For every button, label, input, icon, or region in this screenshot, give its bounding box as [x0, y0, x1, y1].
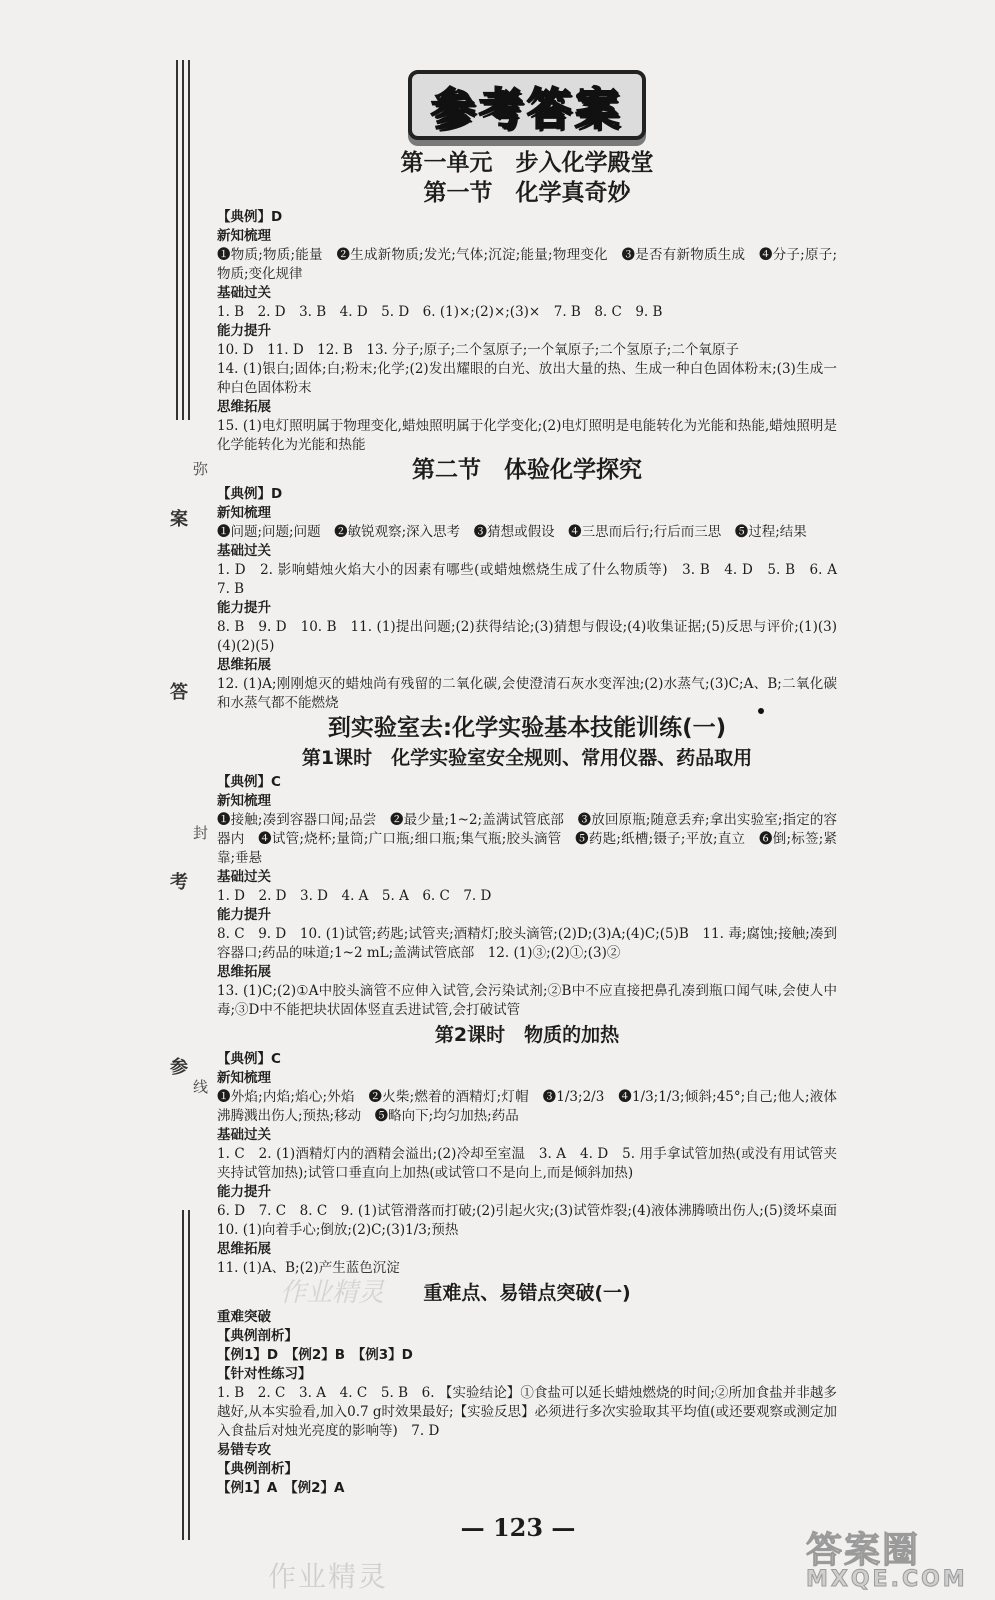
faint-watermark: 作业精灵 — [280, 1278, 385, 1308]
answer-label: 能力提升 — [217, 907, 271, 923]
answer-text: ❶接触;凑到容器口闻;品尝 ❷最少量;1~2;盖满试管底部 ❸放回原瓶;随意丢弃;拿出实验室;指定的容器内 ❹试管;烧杯;量筒;广口瓶;细口瓶;集气瓶;胶头滴管 ❺药匙;纸槽;镊子;平放;直立 ❻倒;标签;紧靠;垂悬 — [217, 812, 837, 866]
answer-label: 新知梳理 — [217, 505, 271, 521]
answer-label: 能力提升 — [217, 323, 271, 339]
answer-label: 基础过关 — [217, 1127, 271, 1143]
answer-label: 思维拓展 — [217, 1241, 271, 1257]
answer-text: 15. (1)电灯照明属于物理变化,蜡烛照明属于化学变化;(2)电灯照明是电能转化为光能和热能,蜡烛照明是化学能转化为光能和热能 — [217, 418, 837, 453]
handwriting-watermark: 作业精灵 — [268, 1560, 389, 1593]
answer-label: 新知梳理 — [217, 793, 271, 809]
binding-rule-3 — [188, 60, 190, 420]
answer-text: 11. (1)A、B;(2)产生蓝色沉淀 — [217, 1260, 400, 1276]
bullet-dot — [758, 708, 764, 714]
margin-char-3: 答 — [170, 682, 188, 703]
margin-char-1: 弥 — [193, 460, 209, 478]
answer-text: 1. B 2. C 3. A 4. C 5. B 6. 【实验结论】①食盐可以延长蜡烛燃烧的时间;②所加食盐并非越多越好,从本实验看,加入0.7 g时效果最好;【实验反思】必须进行多次实验取其平均值(或还要观察或测定加入食盐后对烛光亮度的影响等) 7. D — [217, 1385, 837, 1439]
answer-text: 13. (1)C;(2)①A中胶头滴管不应伸入试管,会污染试剂;②B中不应直接把鼻孔凑到瓶口闻气味,会使人中毒;③D中不能把块状固体竖直丢进试管,会打破试管 — [217, 983, 837, 1018]
margin-char-7: 线 — [193, 1078, 209, 1096]
answer-label: 新知梳理 — [217, 228, 271, 244]
section-heading: 第一节 化学真奇妙 — [423, 180, 631, 206]
logo-text: 答案圈 — [806, 1530, 921, 1571]
binding-rule-4 — [182, 1210, 184, 1540]
answer-text: 1. D 2. 影响蜡烛火焰大小的因素有哪些(或蜡烛燃烧生成了什么物质等) 3. B 4. D 5. B 6. A 7. B — [217, 562, 851, 597]
answer-label: 【典例】C — [217, 774, 281, 790]
subsection-heading: 第1课时 化学实验室安全规则、常用仪器、药品取用 — [301, 747, 753, 769]
answer-label: 【典例】C — [217, 1051, 281, 1067]
answer-banner: 参考答案 — [408, 70, 646, 140]
margin-char-2: 案 — [170, 509, 188, 530]
binding-rule-2 — [182, 60, 184, 420]
answer-label: 思维拓展 — [217, 657, 271, 673]
answer-label: 【例1】D 【例2】B 【例3】D — [217, 1347, 413, 1363]
answer-label: 【例1】A 【例2】A — [217, 1480, 345, 1496]
answer-text: 1. C 2. (1)酒精灯内的酒精会溢出;(2)冷却至室温 3. A 4. D 5. 用手拿试管加热(或没有用试管夹夹持试管加热);试管口垂直向上加热(或试管口不是向上,而是倾斜加热) — [217, 1146, 837, 1181]
answer-text: 6. D 7. C 8. C 9. (1)试管滑落而打破;(2)引起火灾;(3)试管炸裂;(4)液体沸腾喷出伤人;(5)烫坏桌面 10. (1)向着手心;倒放;(2)C;(3)1/3;预热 — [217, 1203, 851, 1238]
answer-text: ❶物质;物质;能量 ❷生成新物质;发光;气体;沉淀;能量;物理变化 ❸是否有新物质生成 ❹分子;原子;物质;变化规律 — [217, 247, 837, 282]
answer-label: 能力提升 — [217, 1184, 271, 1200]
answer-label: 易错专攻 — [217, 1442, 271, 1458]
margin-char-4: 封 — [193, 824, 209, 842]
answer-text: 12. (1)A;刚刚熄灭的蜡烛尚有残留的二氧化碳,会使澄清石灰水变浑浊;(2)水蒸气;(3)C;A、B;二氧化碳和水蒸气都不能燃烧 — [217, 676, 837, 711]
answer-label: 基础过关 — [217, 869, 271, 885]
subsection-heading: 第2课时 物质的加热 — [434, 1024, 620, 1046]
answer-label: 重难突破 — [217, 1309, 271, 1325]
answer-label: 【典例剖析】 — [217, 1461, 298, 1477]
logo-url: MXQE.COM — [806, 1567, 968, 1592]
margin-char-6: 参 — [170, 1057, 188, 1078]
margin-char-5: 考 — [170, 872, 188, 893]
answer-text: 1. B 2. D 3. B 4. D 5. D 6. (1)×;(2)×;(3)× 7. B 8. C 9. B — [217, 304, 663, 320]
answer-label: 【典例】D — [217, 209, 283, 225]
answer-text: 10. D 11. D 12. B 13. 分子;原子;二个氢原子;一个氧原子;二个氢原子;二个氧原子 — [217, 342, 739, 358]
subsection-heading: 重难点、易错点突破(一) — [423, 1282, 631, 1304]
answer-text: ❶外焰;内焰;焰心;外焰 ❷火柴;燃着的酒精灯;灯帽 ❸1/3;2/3 ❹1/3;1/3;倾斜;45°;自己;他人;液体沸腾溅出伤人;预热;移动 ❺略向下;均匀加热;药品 — [217, 1089, 837, 1124]
answer-text: 8. B 9. D 10. B 11. (1)提出问题;(2)获得结论;(3)猜想与假设;(4)收集证据;(5)反思与评价;(1)(3)(4)(2)(5) — [217, 619, 837, 654]
answer-label: 【典例】D — [217, 486, 283, 502]
answer-label: 新知梳理 — [217, 1070, 271, 1086]
site-logo — [806, 1522, 974, 1590]
section-heading: 第二节 体验化学探究 — [412, 457, 642, 483]
answer-label: 【针对性练习】 — [217, 1366, 312, 1382]
answer-text: 8. C 9. D 10. (1)试管;药匙;试管夹;酒精灯;胶头滴管;(2)D;(3)A;(4)C;(5)B 11. 毒;腐蚀;接触;凑到容器口;药品的味道;1~2 mL;盖满试管底部 12. (1)③;(2)①;(3)② — [217, 926, 837, 961]
answer-label: 基础过关 — [217, 543, 271, 559]
answer-text: 14. (1)银白;固体;白;粉末;化学;(2)发出耀眼的白光、放出大量的热、生成一种白色固体粉末;(3)生成一种白色固体粉末 — [217, 361, 837, 396]
section-heading: 到实验室去:化学实验基本技能训练(一) — [327, 715, 727, 741]
binding-rule-1 — [176, 60, 178, 420]
binding-rule-5 — [188, 1210, 190, 1540]
answer-text: ❶问题;问题;问题 ❷敏锐观察;深入思考 ❸猜想或假设 ❹三思而后行;行后而三思 ❺过程;结果 — [217, 524, 807, 540]
answer-text: 1. D 2. D 3. D 4. A 5. A 6. C 7. D — [217, 888, 492, 904]
answer-label: 思维拓展 — [217, 399, 271, 415]
page-number: — 123 — — [460, 1513, 576, 1542]
answer-label: 能力提升 — [217, 600, 271, 616]
answer-label: 基础过关 — [217, 285, 271, 301]
answer-label: 【典例剖析】 — [217, 1328, 298, 1344]
answer-label: 思维拓展 — [217, 964, 271, 980]
section-heading: 第一单元 步入化学殿堂 — [400, 150, 654, 176]
